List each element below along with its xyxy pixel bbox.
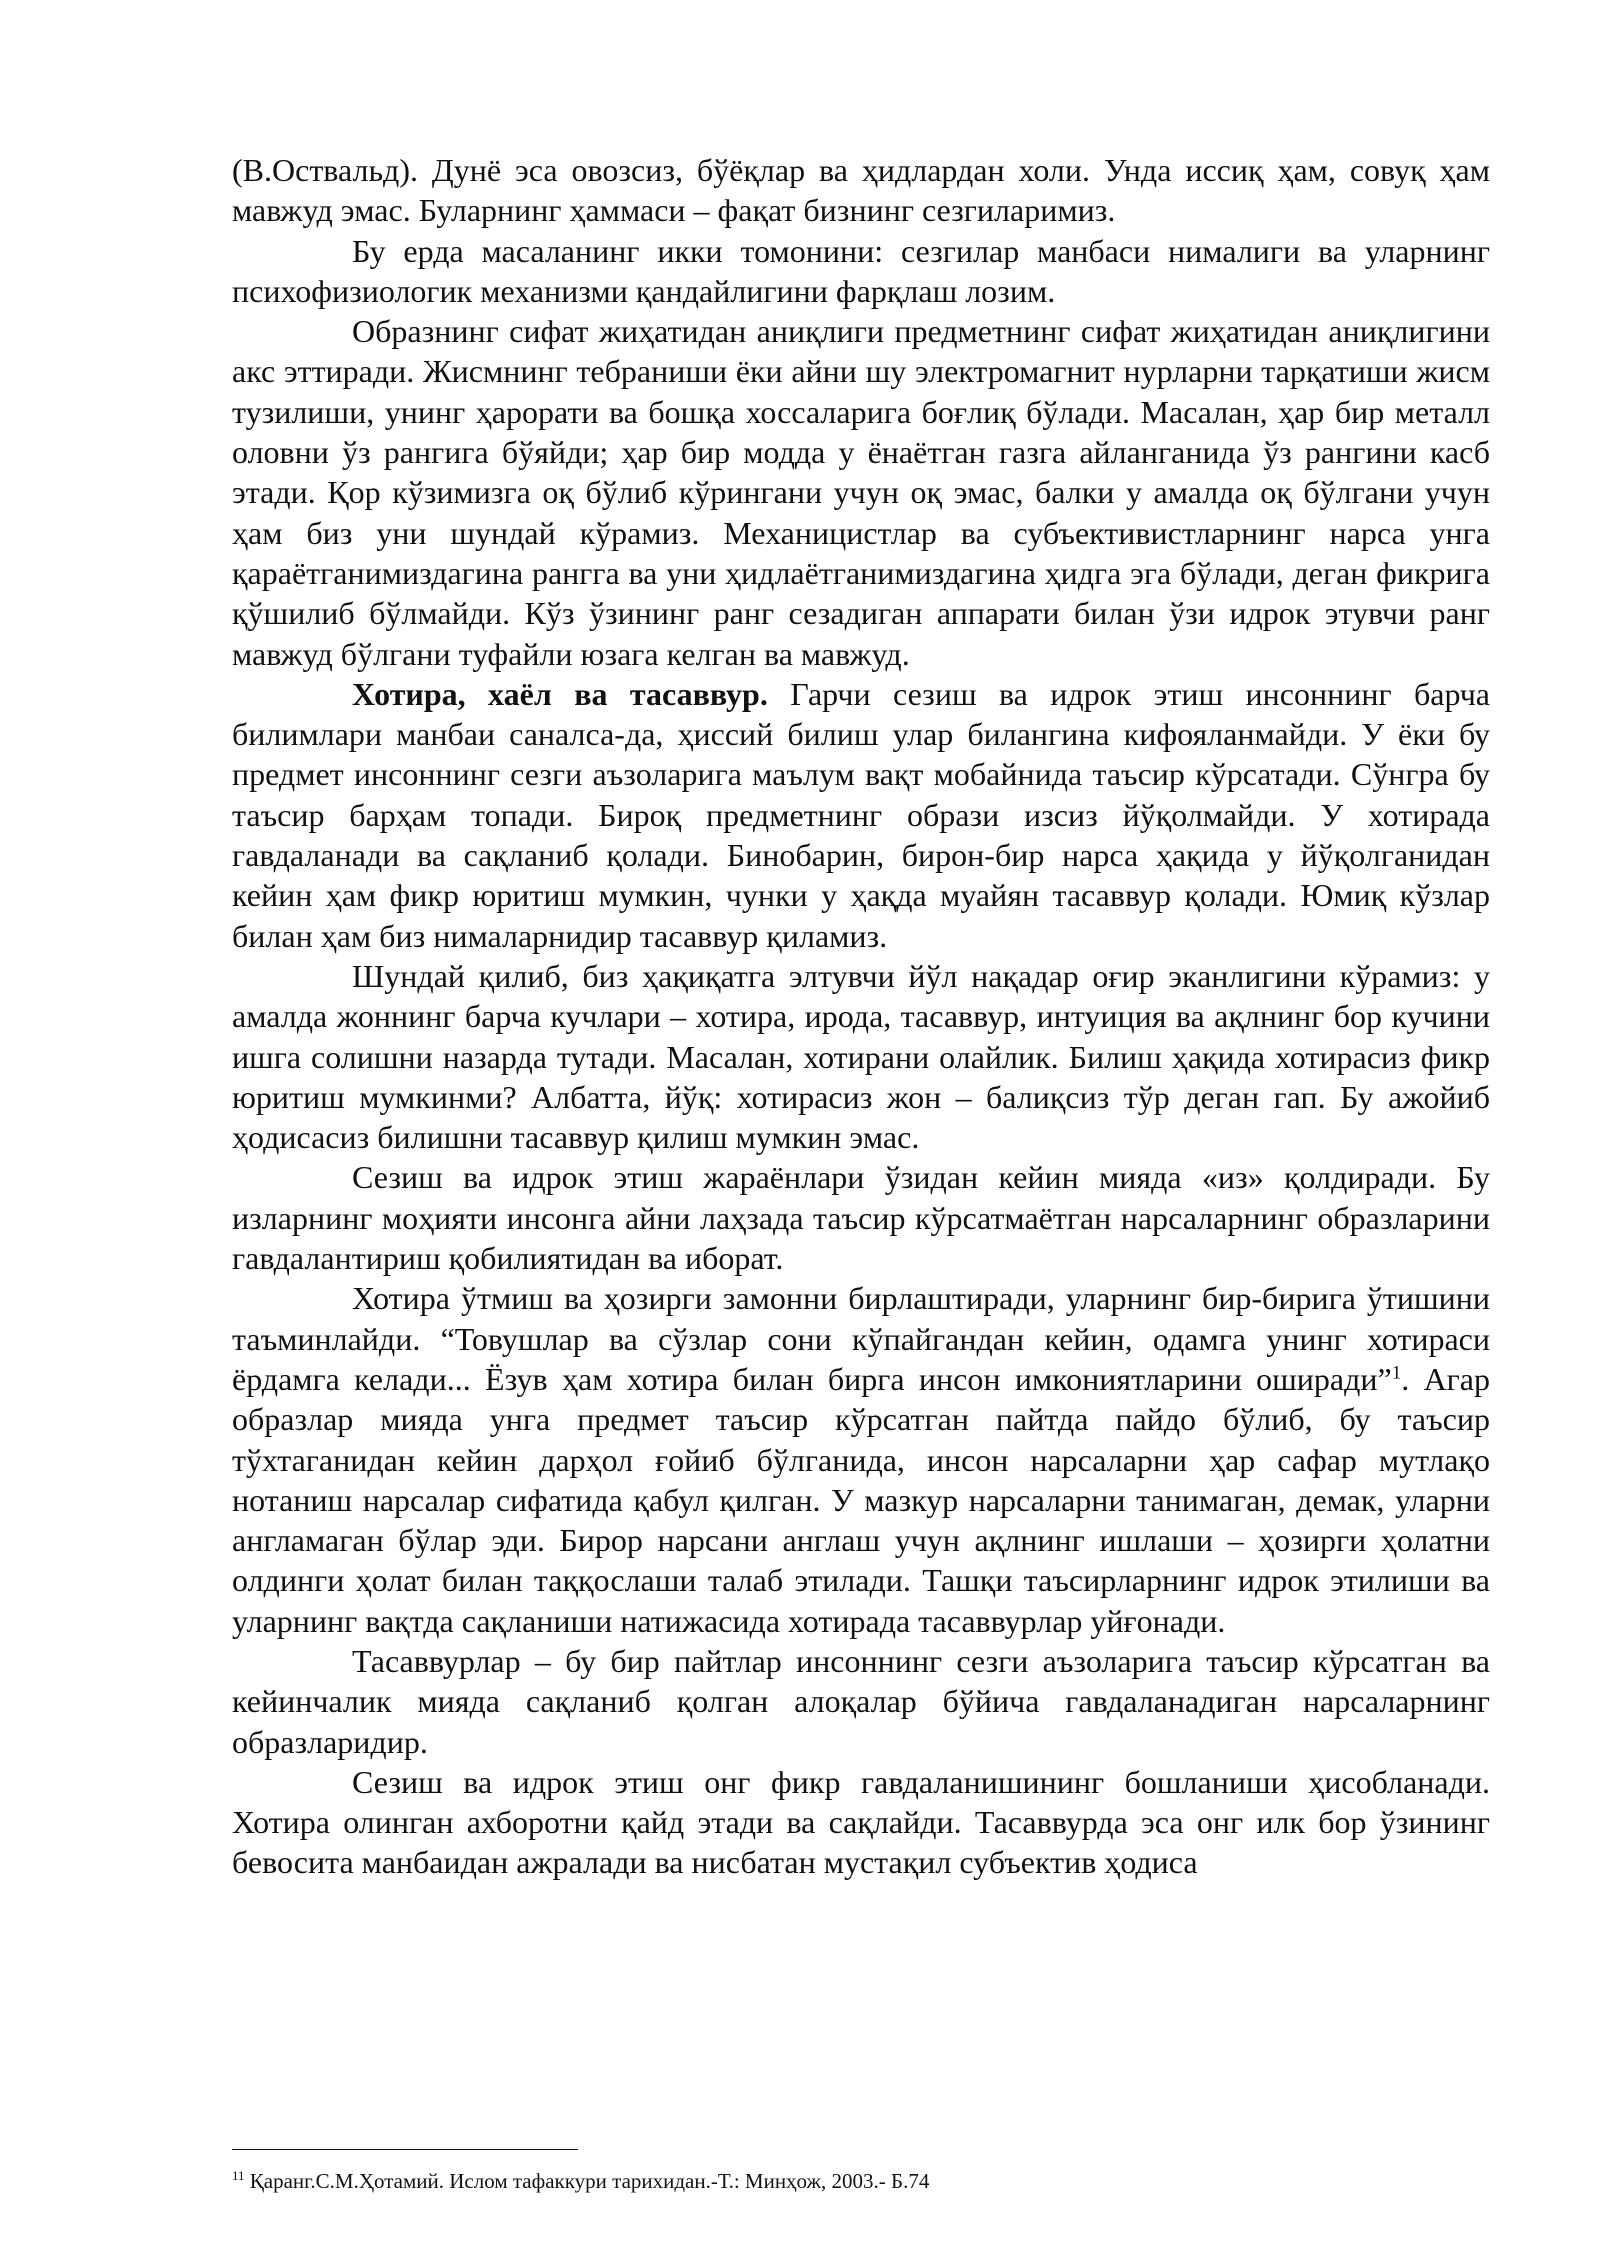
footnote-marker: 11 <box>232 2168 245 2183</box>
paragraph-8-text: Тасаввурлар – бу бир пайтлар инсоннинг сезги аъзоларига таъсир кўрсатган ва кейинчалик мияда сақланиб қолган алоқалар бўйича гавдаланадиган нарсаларнинг образларидир. <box>232 1642 1490 1760</box>
paragraph-4-text: Гарчи сезиш ва идрок этиш инсоннинг барча билимлари манбаи саналса-да, ҳиссий билиш улар билангина кифояланмайди. У ёки бу предмет инсоннинг сезги аъзоларига маълум вақт мобайнида таъсир кўрсатади. Сўнгра бу таъсир барҳам топади. Бироқ предметнинг образи изсиз йўқолмайди. У хотирада гавдаланади ва сақланиб қолади. Бинобарин, бирон-бир нарса ҳақида у йўқолганидан кейин ҳам фикр юритиш мумкин, чунки у ҳақда муайян тасаввур қолади. Юмиқ кўзлар билан ҳам биз нималарнидир тасаввур қиламиз. <box>232 675 1491 954</box>
paragraph-5 <box>232 956 1490 1157</box>
footnote-text: Қаранг.С.М.Ҳотамий. Ислом тафаккури тарихидан.-Т.: Минҳож, 2003.- Б.74 <box>244 2169 930 2193</box>
paragraph-5-text: Шундай қилиб, биз ҳақиқатга элтувчи йўл нақадар оғир эканлигини кўрамиз: у амалда жоннинг барча кучлари – хотира, ирода, тасаввур, интуиция ва ақлнинг бор кучини ишга солишни назарда тутади. Масалан, хотирани олайлик. Билиш ҳақида хотирасиз фикр юритиш мумкинми? Албатта, йўқ: хотирасиз жон – балиқсиз тўр деган гап. Бу ажойиб ҳодисасиз билишни тасаввур қилиш мумкин эмас. <box>232 957 1490 1156</box>
paragraph-7-text-after: . Агар образлар мияда унга предмет таъсир кўрсатган пайтда пайдо бўлиб, бу таъсир тўхтаганидан кейин дарҳол ғойиб бўлганида, инсон нарсаларни ҳар сафар мутлақо нотаниш нарсалар сифатида қабул қилган. У мазкур нарсаларни танимаган, демак, уларни англамаган бўлар эди. Бирор нарсани англаш учун ақлнинг ишлаши – ҳозирги ҳолатни олдинги ҳолат билан таққослаши талаб этилади. Ташқи таъсирларнинг идрок этилиши ва уларнинг вақтда сақланиши натижасида хотирада тасаввурлар уйғонади. <box>232 1360 1491 1639</box>
paragraph-7-text: Хотира ўтмиш ва ҳозирги замонни бирлаштиради, уларнинг бир-бирига ўтишини таъминлайди. “Товушлар ва сўзлар сони кўпайгандан кейин, одамга унинг хотираси ёрдамга келади... Ёзув ҳам хотира билан бирга инсон имкониятларини оширади” <box>232 1280 1490 1397</box>
paragraph-1 <box>232 150 1490 231</box>
paragraph-2 <box>232 231 1490 312</box>
paragraph-3-text: Образнинг сифат жиҳатидан аниқлиги предметнинг сифат жиҳатидан аниқлигини акс эттиради. Жисмнинг тебраниши ёки айни шу электромагнит нурларни тарқатиши жисм тузилиши, унинг ҳарорати ва бошқа хоссаларига боғлиқ бўлади. Масалан, ҳар бир металл оловни ўз рангига бўяйди; ҳар бир модда у ёнаётган газга айланганида ўз рангини касб этади. Қор кўзимизга оқ бўлиб кўрингани учун оқ эмас, балки у амалда оқ бўлгани учун ҳам биз уни шундай кўрамиз. Механицистлар ва субъективистларнинг нарса унга қараётганимиздагина рангга ва уни ҳидлаётганимиздагина ҳидга эга бўлади, деган фикрига қўшилиб бўлмайди. Кўз ўзининг ранг сезадиган аппарати билан ўзи идрок этувчи ранг мавжуд бўлгани туфайли юзага келган ва мавжуд. <box>232 313 1490 672</box>
paragraph-2-text: Бу ерда масаланинг икки томонини: сезгилар манбаси нималиги ва уларнинг психофизиологик механизми қандайлигини фарқлаш лозим. <box>232 232 1490 309</box>
paragraph-1-text: (В.Оствальд). Дунё эса овозсиз, бўёқлар ва ҳидлардан холи. Унда иссиқ ҳам, совуқ ҳам мавжуд эмас. Буларнинг ҳаммаси – фақат бизнинг сезгиларимиз. <box>232 152 1490 229</box>
paragraph-6 <box>232 1157 1490 1278</box>
footnote <box>232 2168 1490 2194</box>
paragraph-3 <box>232 311 1490 674</box>
paragraph-7 <box>232 1278 1490 1641</box>
paragraph-9-text: Сезиш ва идрок этиш онг фикр гавдаланишининг бошланиши ҳисобланади. Хотира олинган ахборотни қайд этади ва сақлайди. Тасаввурда эса онг илк бор ўзининг бевосита манбаидан ажралади ва нисбатан мустақил субъектив ҳодиса <box>232 1763 1490 1881</box>
paragraph-4 <box>232 674 1490 956</box>
paragraph-9 <box>232 1762 1490 1883</box>
footnote-divider <box>232 2149 578 2150</box>
section-heading: Хотира, хаёл ва тасаввур. <box>352 675 768 712</box>
footnote-reference[interactable]: 1 <box>1391 1362 1402 1384</box>
paragraph-6-text: Сезиш ва идрок этиш жараёнлари ўзидан кейин мияда «из» қолдиради. Бу изларнинг моҳияти инсонга айни лаҳзада таъсир кўрсатмаётган нарсаларнинг образларини гавдалантириш қобилиятидан ва иборат. <box>232 1159 1490 1277</box>
paragraph-8 <box>232 1641 1490 1762</box>
document-body <box>232 150 1490 1883</box>
